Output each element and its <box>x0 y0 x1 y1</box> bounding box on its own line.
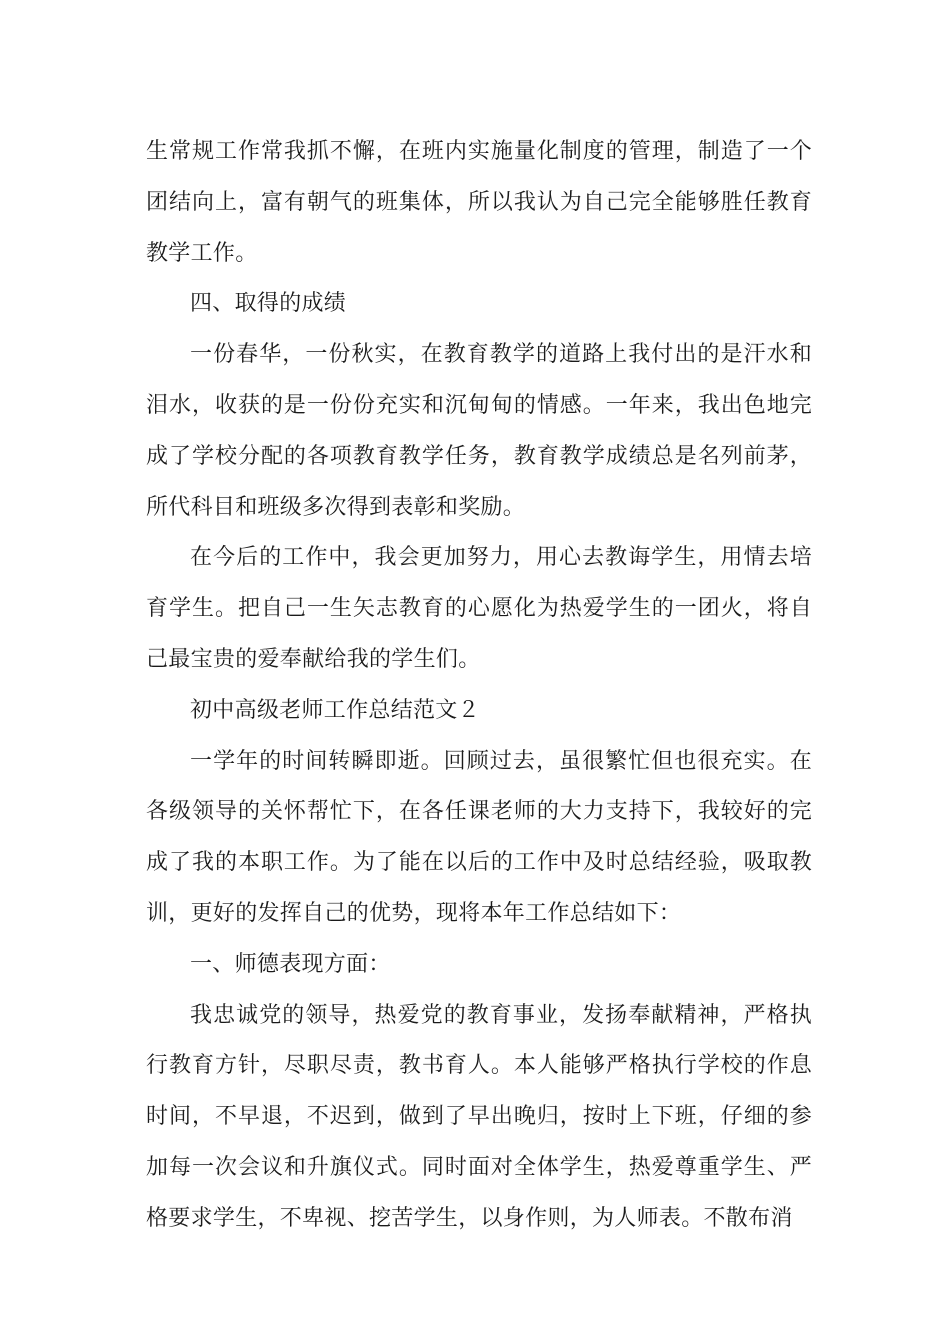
section-heading-achievements: 四、取得的成绩 <box>190 291 347 317</box>
paragraph-intro: 一学年的时间转瞬即逝。回顾过去，虽很繁忙但也很充实。在各级领导的关怀帮忙下，在各任课老师的大力支持下，我较好的完成了我的本职工作。为了能在以后的工作中及时总结经验，吸取教训，更好的发挥自己的优势，现将本年工作总结如下： <box>146 748 812 926</box>
paragraph-ethics: 我忠诚党的领导，热爱党的教育事业，发扬奉献精神，严格执行教育方针，尽职尽责，教书育人。本人能够严格执行学校的作息时间，不早退，不迟到，做到了早出晚归，按时上下班，仔细的参加每一次会议和升旗仪式。同时面对全体学生，热爱尊重学生、严格要求学生，不卑视、挖苦学生，以身作则，为人师表。不散布消 <box>146 1002 812 1231</box>
section-heading-ethics: 一、师德表现方面： <box>190 951 391 977</box>
document-subtitle: 初中高级老师工作总结范文２ <box>190 697 480 723</box>
paragraph-continuation: 生常规工作常我抓不懈，在班内实施量化制度的管理，制造了一个团结向上，富有朝气的班集体，所以我认为自己完全能够胜任教育教学工作。 <box>146 139 812 266</box>
document-body <box>146 127 812 1245</box>
paragraph-achievements: 一份春华，一份秋实，在教育教学的道路上我付出的是汗水和泪水，收获的是一份份充实和沉甸甸的情感。一年来，我出色地完成了学校分配的各项教育教学任务，教育教学成绩总是名列前茅，所代科目和班级多次得到表彰和奖励。 <box>146 342 812 520</box>
paragraph-future-work: 在今后的工作中，我会更加努力，用心去教诲学生，用情去培育学生。把自己一生矢志教育的心愿化为热爱学生的一团火，将自己最宝贵的爱奉献给我的学生们。 <box>146 545 812 672</box>
